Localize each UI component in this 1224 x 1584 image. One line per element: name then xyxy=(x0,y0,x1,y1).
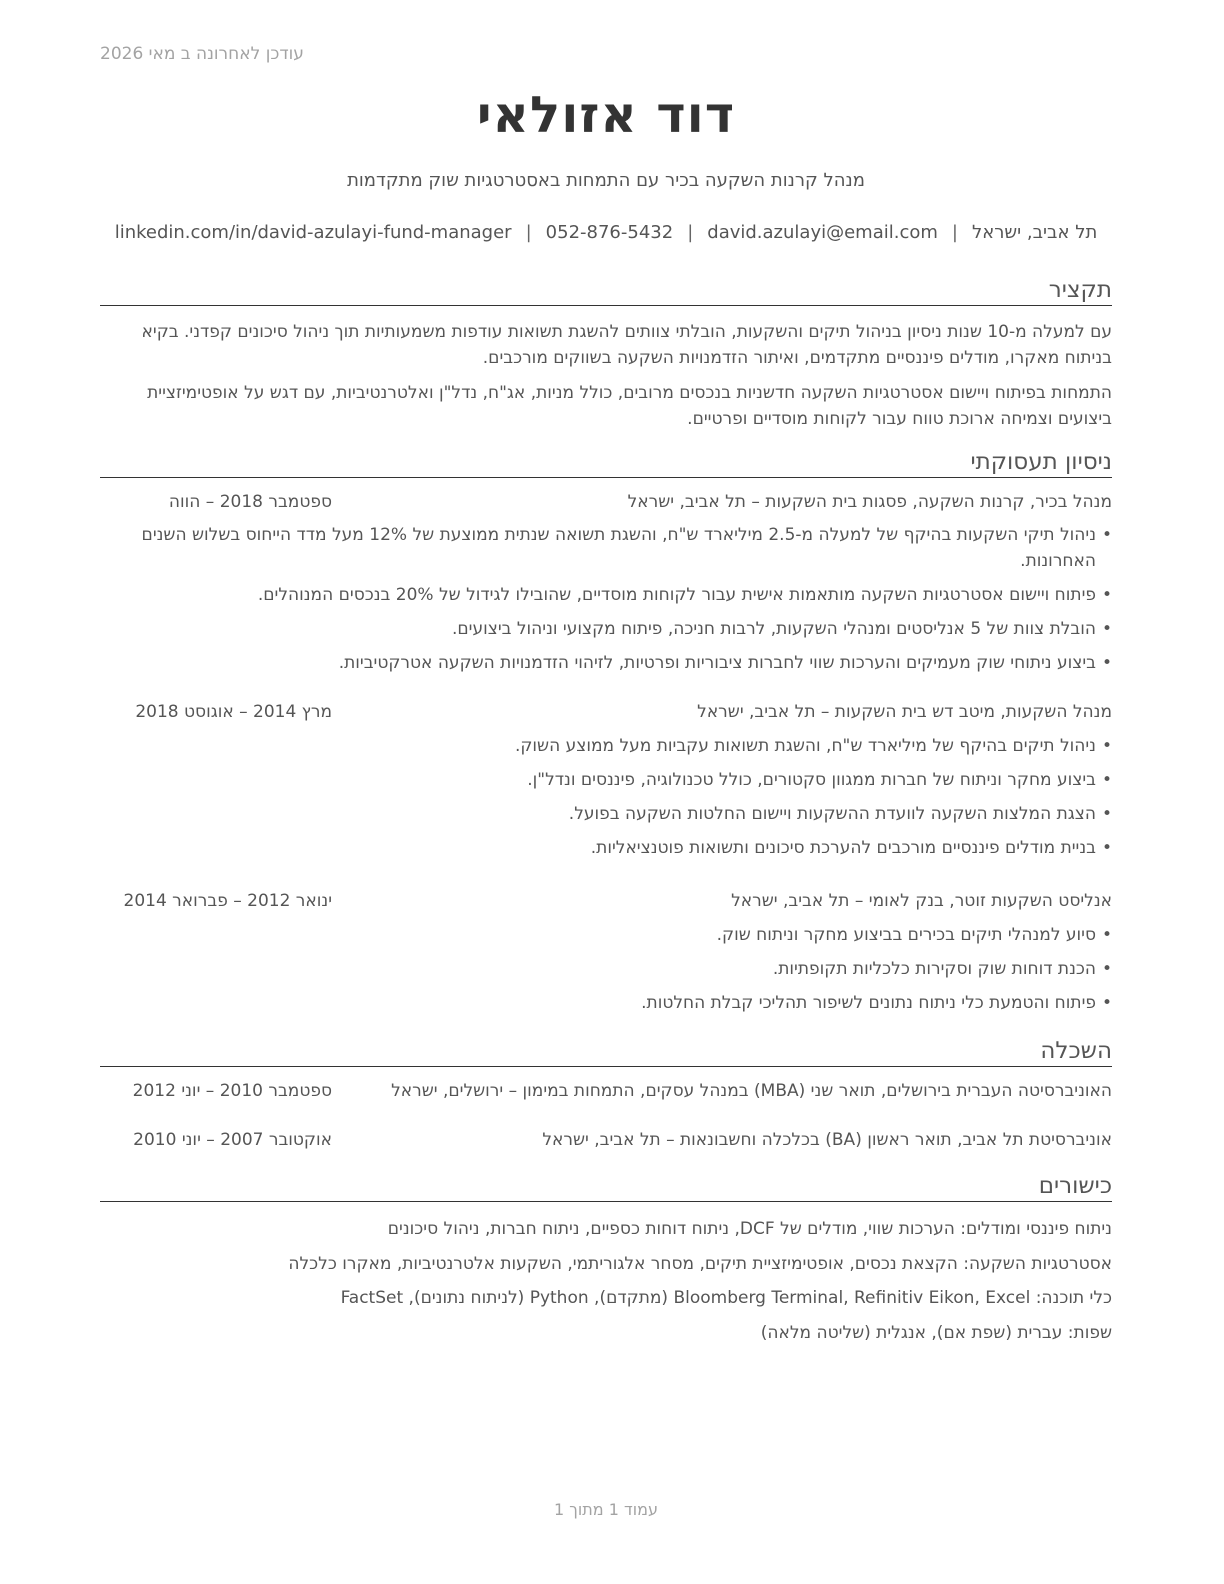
list-item: • סיוע למנהלי תיקים בכירים בביצוע מחקר וניתוח שוק. xyxy=(100,922,1112,948)
contact-line xyxy=(100,222,1112,243)
education-dates: ספטמבר 2010 – יוני 2012 xyxy=(132,1081,332,1101)
education-title: אוניברסיטת תל אביב, תואר ראשון (BA) בכלכלה וחשבונאות – תל אביב, ישראל xyxy=(542,1130,1112,1150)
bullet-icon: • xyxy=(1101,653,1112,673)
bullet-icon: • xyxy=(1101,925,1112,945)
bullet-icon: • xyxy=(1101,585,1112,605)
job-title: מנהל בכיר, קרנות השקעה, פסגות בית השקעות – תל אביב, ישראל xyxy=(627,492,1112,512)
resume-page xyxy=(100,0,1112,1584)
contact-separator: | xyxy=(687,222,694,243)
bullet-icon: • xyxy=(1101,736,1112,756)
skill-line: אסטרטגיות השקעה: הקצאת נכסים, אופטימיזציית תיקים, מסחר אלגוריתמי, השקעות אלטרנטיביות, מאקרו כלכלה xyxy=(288,1254,1112,1274)
last-updated: עודכן לאחרונה ב מאי 2026 xyxy=(100,44,304,64)
contact-separator: | xyxy=(525,222,532,243)
contact-linkedin[interactable]: linkedin.com/in/david-azulayi-fund-manager xyxy=(114,222,512,243)
list-item: • בניית מודלים פיננסיים מורכבים להערכת סיכונים ותשואות פוטנציאליות. xyxy=(100,835,1112,861)
contact-location: תל אביב, ישראל xyxy=(971,222,1098,243)
education-dates: אוקטובר 2007 – יוני 2010 xyxy=(133,1130,332,1150)
section-title-skills: כישורים xyxy=(100,1172,1112,1202)
list-item: • ביצוע מחקר וניתוח של חברות ממגוון סקטורים, כולל טכנולוגיה, פיננסים ונדל"ן. xyxy=(100,767,1112,793)
list-item: • ניהול תיקים בהיקף של מיליארד ש"ח, והשגת תשואות עקביות מעל ממוצע השוק. xyxy=(100,733,1112,759)
candidate-name: דוד אזולאי xyxy=(476,86,736,144)
section-title-experience: ניסיון תעסוקתי xyxy=(100,448,1112,478)
bullet-icon: • xyxy=(1101,959,1112,979)
list-item: • ביצוע ניתוחי שוק מעמיקים והערכות שווי לחברות ציבוריות ופרטיות, לזיהוי הזדמנויות השקעה אטרקטיביות. xyxy=(100,650,1112,676)
list-item: • פיתוח ויישום אסטרטגיות השקעה מותאמות אישית עבור לקוחות מוסדיים, שהובילו לגידול של 20% בנכסים המנוהלים. xyxy=(100,582,1112,608)
education-item xyxy=(100,1130,1112,1156)
job-dates: ספטמבר 2018 – הווה xyxy=(168,492,332,512)
bullet-icon: • xyxy=(1101,525,1112,545)
section-title-education: השכלה xyxy=(100,1037,1112,1067)
job-header xyxy=(100,492,1112,518)
list-item: • הצגת המלצות השקעה לוועדת ההשקעות ויישום החלטות השקעה בפועל. xyxy=(100,801,1112,827)
job-bullets xyxy=(100,522,1112,684)
list-item: • ניהול תיקי השקעות בהיקף של למעלה מ-2.5 מיליארד ש"ח, והשגת תשואה שנתית ממוצעת של 12% מעל מדד הייחוס בשלוש השנים האחרונות. xyxy=(100,522,1112,574)
skill-line: ניתוח פיננסי ומודלים: הערכות שווי, מודלים של DCF, ניתוח דוחות כספיים, ניתוח חברות, ניהול סיכונים xyxy=(387,1219,1112,1239)
list-item: • הובלת צוות של 5 אנליסטים ומנהלי השקעות, לרבות חניכה, פיתוח מקצועי וניהול ביצועים. xyxy=(100,616,1112,642)
tagline: מנהל קרנות השקעה בכיר עם התמחות באסטרטגיות שוק מתקדמות xyxy=(347,170,865,191)
bullet-icon: • xyxy=(1101,993,1112,1013)
job-header xyxy=(100,891,1112,917)
summary-paragraph: התמחות בפיתוח ויישום אסטרטגיות השקעה חדשניות בנכסים מרובים, כולל מניות, אג"ח, נדל"ן ואלטרנטיביות, עם דגש על אופטימיזציית ביצועים וצמיחה ארוכת טווח עבור לקוחות מוסדיים ופרטיים. xyxy=(147,383,1112,429)
bullet-icon: • xyxy=(1101,804,1112,824)
bullet-icon: • xyxy=(1101,770,1112,790)
list-item: • פיתוח והטמעת כלי ניתוח נתונים לשיפור תהליכי קבלת החלטות. xyxy=(100,990,1112,1016)
job-header xyxy=(100,702,1112,728)
list-item: • הכנת דוחות שוק וסקירות כלכליות תקופתיות. xyxy=(100,956,1112,982)
bullet-icon: • xyxy=(1101,619,1112,639)
page-number: עמוד 1 מתוך 1 xyxy=(554,1500,658,1519)
skill-line: שפות: עברית (שפת אם), אנגלית (שליטה מלאה) xyxy=(760,1323,1112,1343)
education-item xyxy=(100,1081,1112,1107)
section-title-summary: תקציר xyxy=(100,276,1112,306)
bullet-icon: • xyxy=(1101,838,1112,858)
education-title: האוניברסיטה העברית בירושלים, תואר שני (MBA) במנהל עסקים, התמחות במימון – ירושלים, ישראל xyxy=(391,1081,1112,1101)
job-bullets xyxy=(100,733,1112,869)
job-title: אנליסט השקעות זוטר, בנק לאומי – תל אביב, ישראל xyxy=(731,891,1112,911)
job-bullets xyxy=(100,922,1112,1024)
summary-paragraph: עם למעלה מ-10 שנות ניסיון בניהול תיקים והשקעות, הובלתי צוותים להשגת תשואות עודפות משמעותיות תוך ניהול סיכונים קפדני. בקיא בניתוח מאקרו, מודלים פיננסיים מתקדמים, ואיתור הזדמנויות השקעה בשווקים מורכבים. xyxy=(141,322,1112,368)
job-dates: מרץ 2014 – אוגוסט 2018 xyxy=(135,702,332,722)
contact-phone[interactable]: 052-876-5432 xyxy=(545,222,674,243)
skill-line: כלי תוכנה: Bloomberg Terminal, Refinitiv Eikon, Excel (מתקדם), Python (לניתוח נתונים), FactSet xyxy=(340,1288,1112,1308)
job-title: מנהל השקעות, מיטב דש בית השקעות – תל אביב, ישראל xyxy=(697,702,1112,722)
contact-email[interactable]: david.azulayi@email.com xyxy=(707,222,938,243)
job-dates: ינואר 2012 – פברואר 2014 xyxy=(123,891,332,911)
contact-separator: | xyxy=(951,222,958,243)
